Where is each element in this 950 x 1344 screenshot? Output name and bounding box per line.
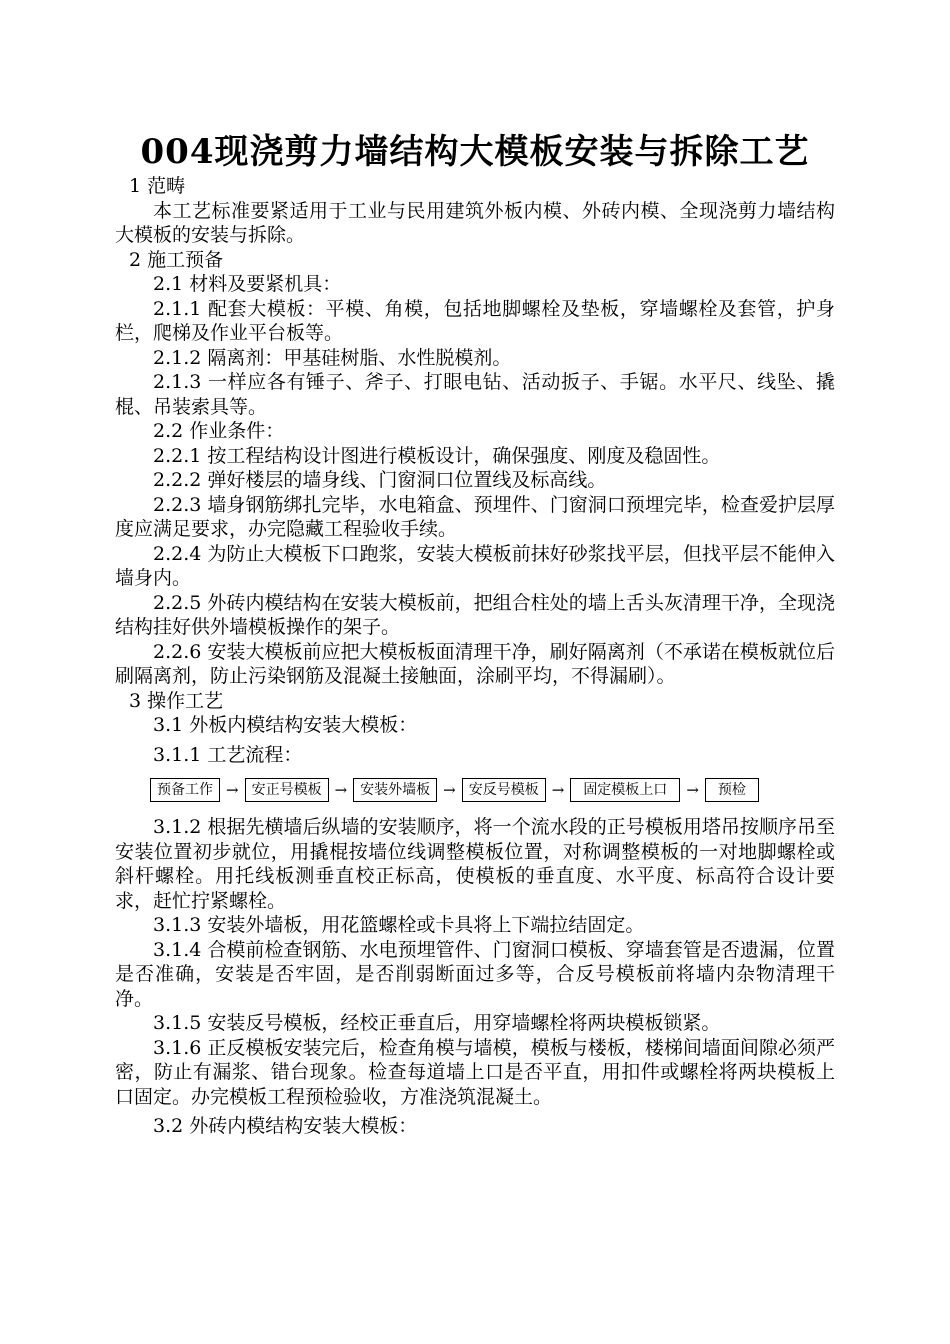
flow-step-pre-inspection: 预检	[705, 778, 759, 802]
paragraph-3-1-5: 3.1.5 安装反号模板，经校正垂直后，用穿墙螺栓将两块模板锁紧。	[153, 1012, 721, 1034]
subsection-heading-3-1: 3.1 外板内模结构安装大模板：	[153, 714, 418, 736]
flow-arrow-icon: →	[686, 780, 699, 799]
paragraph-2-1-1: 2.1.1 配套大模板：平模、角模，包括地脚螺栓及垫板，穿墙螺栓及套管，护身栏，爬梯及作业平台板等。	[115, 297, 835, 344]
flow-step-install-positive-formwork: 安正号模板	[245, 778, 329, 802]
paragraph-2-2-2: 2.2.2 弹好楼层的墙身线、门窗洞口位置线及标高线。	[153, 469, 607, 491]
paragraph-2-1-3: 2.1.3 一样应各有锤子、斧子、打眼电钻、活动扳子、手锯。水平尺、线坠、撬棍、吊装索具等。	[115, 371, 835, 418]
flow-step-install-exterior-wall-panel: 安装外墙板	[353, 778, 437, 802]
paragraph-2-2-1: 2.2.1 按工程结构设计图进行模板设计，确保强度、刚度及稳固性。	[153, 444, 721, 467]
paragraph-2-2-3: 2.2.3 墙身钢筋绑扎完毕，水电箱盒、预埋件、门窗洞口预埋完毕，检查爱护层厚度应满足要求，办完隐藏工程验收手续。	[115, 493, 835, 540]
paragraph-3-1-6: 3.1.6 正反模板安装完后，检查角模与墙模，模板与楼板，楼梯间墙面间隙必须严密，防止有漏浆、错台现象。检查每道墙上口是否平直，用扣件或螺栓将两块模板上口固定。办完模板工程预检验收，方准浇筑混凝土。	[115, 1036, 835, 1108]
flow-step-prepare: 预备工作	[150, 778, 220, 802]
subsection-heading-3-2: 3.2 外砖内模结构安装大模板：	[153, 1115, 418, 1137]
paragraph-3-1-4: 3.1.4 合模前检查钢筋、水电预埋管件、门窗洞口模板、穿墙套管是否遗漏，位置是否准确，安装是否牢固，是否削弱断面过多等，合反号模板前将墙内杂物清理干净。	[115, 938, 835, 1010]
paragraph-scope: 本工艺标准要紧适用于工业与民用建筑外板内模、外砖内模、全现浇剪力墙结构大模板的安装与拆除。	[115, 199, 835, 246]
section-heading-2: 2 施工预备	[129, 248, 224, 271]
paragraph-2-2-5: 2.2.5 外砖内模结构在安装大模板前，把组合柱处的墙上舌头灰清理干净，全现浇结构挂好供外墙模板操作的架子。	[115, 591, 835, 638]
paragraph-3-1-3: 3.1.3 安装外墙板，用花篮螺栓或卡具将上下端拉结固定。	[153, 914, 645, 936]
paragraph-3-1-2: 3.1.2 根据先横墙后纵墙的安装顺序，将一个流水段的正号模板用塔吊按顺序吊至安装位置初步就位，用撬棍按墙位线调整模板位置，对称调整模板的一对地脚螺栓或斜杆螺栓。用托线板测垂直校正标高，使模板的垂直度、水平度、标高符合设计要求，赶忙拧紧螺栓。	[115, 816, 835, 912]
flow-arrow-icon: →	[334, 780, 348, 799]
subsection-heading-2-1: 2.1 材料及要紧机具：	[153, 273, 342, 295]
flow-arrow-icon: →	[443, 780, 456, 799]
section-heading-3: 3 操作工艺	[129, 689, 224, 712]
section-heading-1: 1 范畴	[129, 175, 186, 197]
paragraph-2-2-6: 2.2.6 安装大模板前应把大模板板面清理干净，刷好隔离剂（不承诺在模板就位后刷隔离剂，防止污染钢筋及混凝土接触面，涂刷平均，不得漏刷）。	[115, 640, 835, 687]
flow-step-install-reverse-formwork: 安反号模板	[462, 778, 546, 802]
flow-arrow-icon: →	[551, 780, 565, 799]
paragraph-2-1-2: 2.1.2 隔离剂：甲基硅树脂、水性脱模剂。	[153, 346, 512, 369]
document-body	[115, 174, 835, 1139]
flow-step-fix-top-edge: 固定模板上口	[570, 778, 680, 802]
document-title: 004现浇剪力墙结构大模板安装与拆除工艺	[140, 132, 810, 172]
flow-arrow-icon: →	[226, 780, 239, 799]
paragraph-2-2-4: 2.2.4 为防止大模板下口跑浆，安装大模板前抹好砂浆找平层，但找平层不能伸入墙身内。	[115, 542, 835, 589]
subsection-heading-2-2: 2.2 作业条件：	[153, 420, 285, 442]
paragraph-3-1-1: 3.1.1 工艺流程：	[153, 743, 303, 766]
process-flow-diagram	[150, 775, 835, 805]
